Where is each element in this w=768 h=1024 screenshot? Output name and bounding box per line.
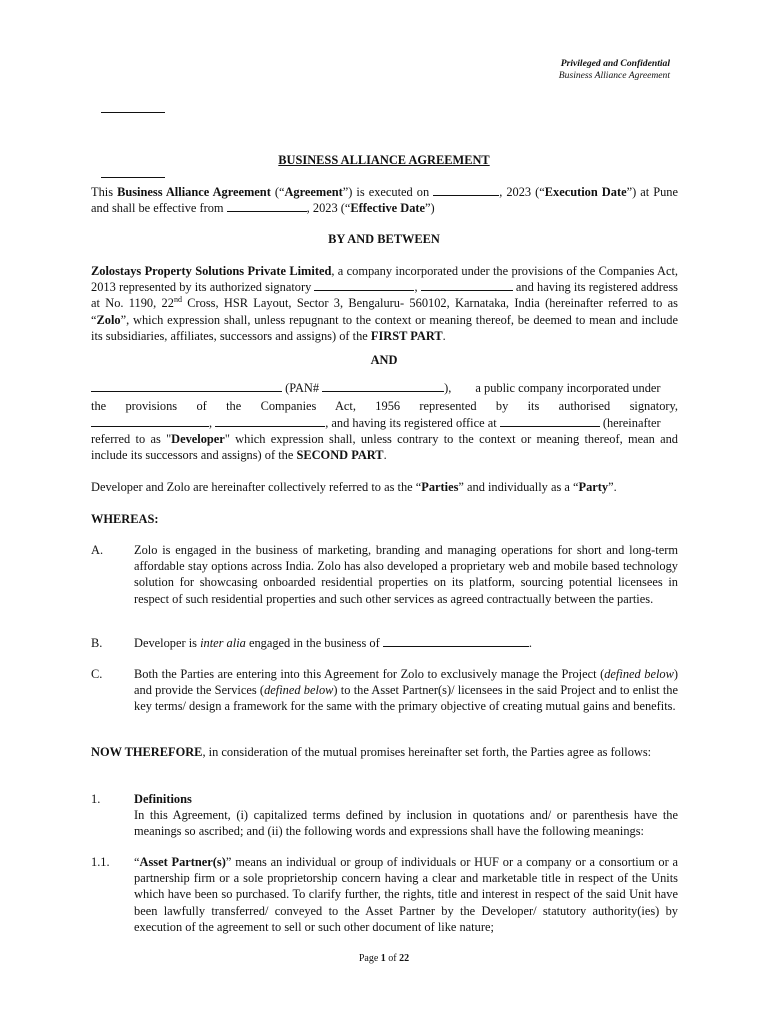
whereas-heading: WHEREAS: <box>91 512 159 526</box>
clause-1-1-number: 1.1. <box>91 855 110 869</box>
developer-pan-blank[interactable] <box>322 380 444 392</box>
effective-date-blank[interactable] <box>227 200 307 212</box>
second-party-line-1: (PAN# ), a public company incorporated under <box>91 380 678 396</box>
developer-office-blank[interactable] <box>500 415 600 427</box>
recital-a-text: Zolo is engaged in the business of marketing, branding and managing operations for short and long-term affordable stay options across India. Zolo has also developed a proprietary web and mobile based technology solution for showcasing onboarded residential properties on its platform, sourcing potential licensees in respect of such residential properties and such other services as agreed contractually between the parties. <box>134 543 678 606</box>
developer-designation-blank[interactable] <box>215 415 325 427</box>
business-description-blank[interactable] <box>383 635 529 647</box>
second-party-line-2: the provisions of the Companies Act, 1956 represented by its authorised signatory, <box>91 399 678 413</box>
second-party-line-3: , , and having its registered office at (hereinafter <box>91 415 678 431</box>
signature-rule-top <box>101 112 165 113</box>
first-party-paragraph: Zolostays Property Solutions Private Limited, a company incorporated under the provisions of the Companies Act, 2013 represented by its authorized signatory , and having its registered address at No. 1190, 22nd Cross, HSR Layout, Sector 3, Bengaluru- 560102, Karnataka, India (hereinafter referred to as “Zolo”, which expression shall, unless repugnant to the context or meaning thereof, be deemed to mean and include its subsidiaries, affiliates, successors and assigns) of the FIRST PART. <box>91 264 678 343</box>
section-1-heading: Definitions <box>134 792 192 806</box>
section-1-number: 1. <box>91 792 101 806</box>
document-name-label: Business Alliance Agreement <box>558 70 670 81</box>
now-therefore-paragraph: NOW THEREFORE, in consideration of the mutual promises hereinafter set forth, the Parties agree as follows: <box>91 745 652 759</box>
confidentiality-label: Privileged and Confidential <box>560 58 670 69</box>
second-party-paragraph-rest: referred to as "Developer" which expression shall, unless contrary to the context or meaning thereof, mean and include its successors and assigns) of the SECOND PART. <box>91 432 678 463</box>
recital-c-text: Both the Parties are entering into this Agreement for Zolo to exclusively manage the Project (defined below) and provide the Services (defined below) to the Asset Partner(s)/ licensees in the said Project and to enlist the key terms/ design a framework for the same with the primary objective of creating mutual gains and benefits. <box>134 667 678 714</box>
recital-c-label: C. <box>91 667 103 681</box>
clause-1-1-text: “Asset Partner(s)” means an individual or group of individuals or HUF or a company or a consortium or a partnership firm or a sole proprietorship concern having a clear and marketable title in respect of the Units which have been so purchased. To clarify further, the rights, title and interest in respect of the said Unit have been lawfully transferred/ conveyed to the Asset Partner by the Developer/ statutory authority(ies) by execution of the agreement to sell or such other document of like nature; <box>134 855 679 934</box>
recital-a-label: A. <box>91 543 104 557</box>
execution-date-blank[interactable] <box>433 184 499 196</box>
signature-rule-under-title <box>101 177 165 178</box>
intro-paragraph: This Business Alliance Agreement (“Agreement”) is executed on , 2023 (“Execution Date”) at Pune and shall be effective from , 2023 (“Effective Date”) <box>91 185 678 216</box>
and-heading: AND <box>370 353 398 367</box>
by-and-between-heading: BY AND BETWEEN <box>328 232 440 246</box>
page-number: Page 1 of 22 <box>358 953 410 964</box>
signatory-designation-blank[interactable] <box>421 279 513 291</box>
document-title: BUSINESS ALLIANCE AGREEMENT <box>278 153 490 167</box>
developer-signatory-blank[interactable] <box>91 415 209 427</box>
recital-b-label: B. <box>91 636 103 650</box>
signatory-name-blank[interactable] <box>314 279 414 291</box>
section-1-text: In this Agreement, (i) capitalized terms defined by inclusion in quotations and/ or parenthesis have the meanings so ascribed; and (ii) the following words and expressions shall have the following meanings: <box>134 808 678 839</box>
parties-paragraph: Developer and Zolo are hereinafter collectively referred to as the “Parties” and individually as a “Party”. <box>91 480 617 494</box>
recital-b-text: Developer is inter alia engaged in the business of . <box>134 636 532 650</box>
developer-name-blank[interactable] <box>91 380 282 392</box>
